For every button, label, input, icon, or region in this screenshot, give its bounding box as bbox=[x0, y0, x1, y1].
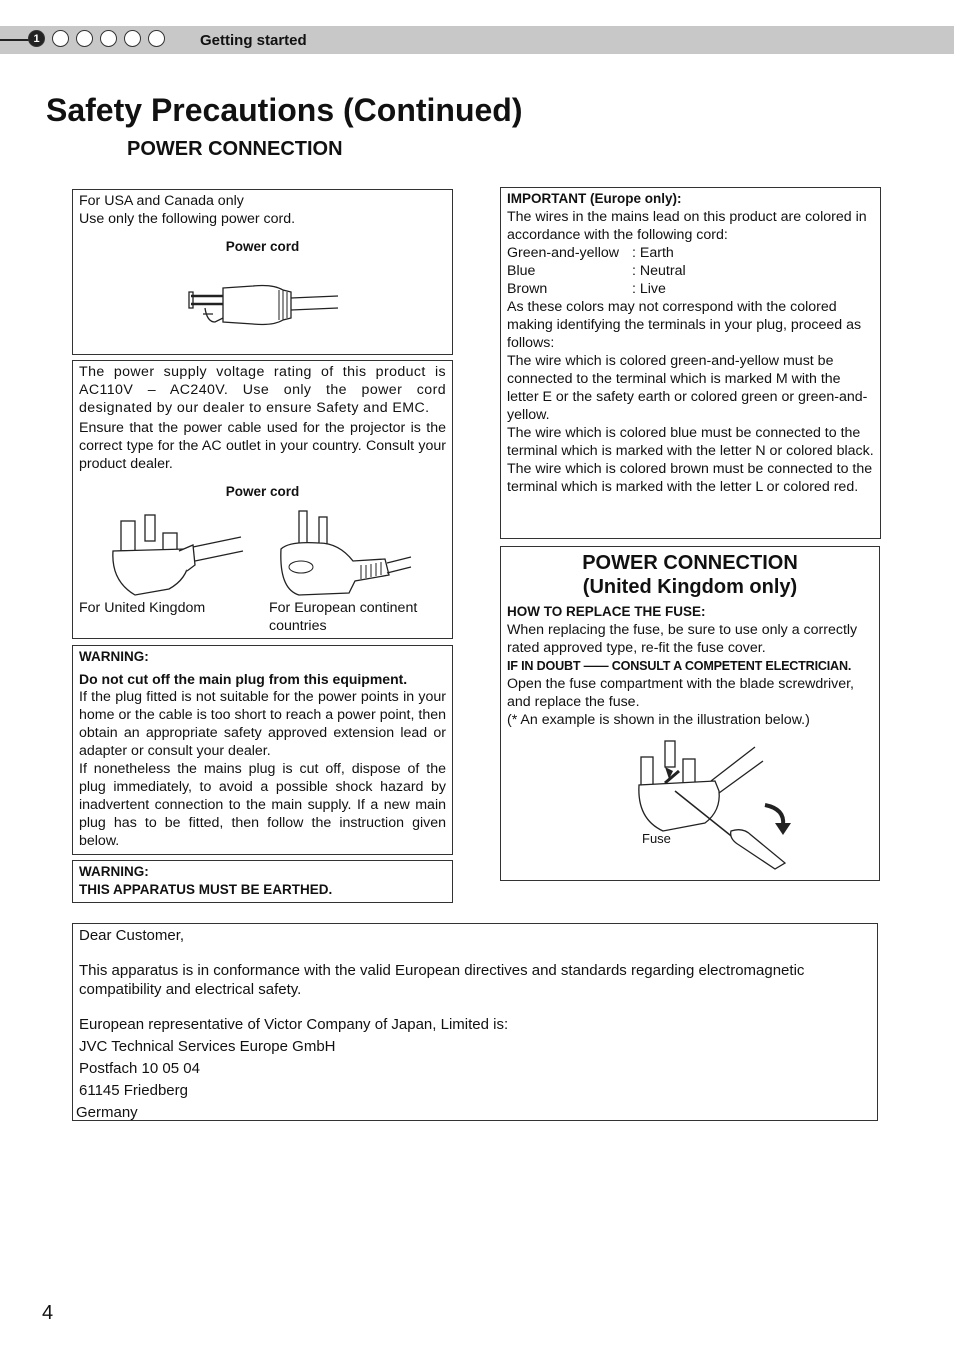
earth-title: WARNING: bbox=[79, 864, 149, 879]
warning-box bbox=[72, 645, 453, 855]
uk-para3: (* An example is shown in the illustration below.) bbox=[507, 712, 810, 728]
customer-para1: This apparatus is in conformance with the valid European directives and standards regarding electromagnetic compatibility and electrical safety. bbox=[79, 962, 805, 998]
section-subtitle: POWER CONNECTION bbox=[127, 138, 343, 160]
chapter-bar bbox=[0, 26, 954, 54]
uk-para2: Open the fuse compartment with the blade screwdriver, and replace the fuse. bbox=[507, 676, 854, 710]
customer-line1: European representative of Victor Company of Japan, Limited is: bbox=[79, 1016, 509, 1033]
wire-row-neutral: Blue : Neutral bbox=[507, 263, 686, 279]
uk-para1: When replacing the fuse, be sure to use only a correctly rated approved type, re-fit the fuse cover. bbox=[507, 622, 858, 656]
europe-para4: The wire which is colored brown must be connected to the terminal which is marked with the letter L or colored red. bbox=[507, 461, 873, 495]
fuse-replace-illustration bbox=[635, 735, 805, 870]
wire-row-live: Brown : Live bbox=[507, 281, 666, 297]
uk-plug-label: For United Kingdom bbox=[79, 600, 206, 616]
page-number: 4 bbox=[42, 1302, 54, 1324]
usa-line2: Use only the following power cord. bbox=[79, 211, 296, 227]
uk-plug-icon bbox=[109, 511, 249, 601]
section-label: Getting started bbox=[200, 32, 307, 49]
usa-caption: Power cord bbox=[225, 239, 300, 254]
bar-line bbox=[0, 39, 30, 41]
step-dot bbox=[100, 30, 117, 47]
eu-plug-label: For European continent countries bbox=[269, 600, 418, 634]
europe-wiring-box bbox=[500, 187, 881, 539]
uk-heading: HOW TO REPLACE THE FUSE: bbox=[507, 604, 706, 619]
supply-caption: Power cord bbox=[225, 484, 300, 499]
europe-para3: The wire which is colored blue must be connected to the terminal which is marked with the letter N or colored black. bbox=[507, 425, 874, 459]
step-dot bbox=[52, 30, 69, 47]
customer-line4: 61145 Friedberg bbox=[79, 1082, 188, 1099]
europe-para2: The wire which is colored green-and-yellow must be connected to the terminal which is marked M with the letter E or the safety earth or colored green or green-and-yellow. bbox=[507, 353, 868, 423]
warning-para1: If the plug fitted is not suitable for the power points in your home or the cable is too short to reach a power point, then obtain an appropriate safety approved extension lead or adapter or consult your dealer. bbox=[79, 689, 446, 759]
customer-line5: Germany bbox=[76, 1104, 138, 1121]
fuse-label: Fuse bbox=[642, 831, 671, 846]
supply-para2: Ensure that the power cable used for the projector is the correct type for the AC outlet in your country. Consult your product dealer. bbox=[79, 420, 446, 472]
customer-line3: Postfach 10 05 04 bbox=[79, 1060, 200, 1077]
warning-para2: If nonetheless the mains plug is cut off, dispose of the plug immediately, to avoid a possible shock hazard by inadvertent connection to the main supply. If a new main plug has to be fitted, then follow the instruction given below. bbox=[79, 761, 446, 849]
usa-canada-box bbox=[72, 189, 453, 355]
uk-title: POWER CONNECTION (United Kingdom only) bbox=[582, 552, 798, 598]
earth-warning-box bbox=[72, 860, 453, 903]
uk-doubt: IF IN DOUBT —— CONSULT A COMPETENT ELECTRICIAN. bbox=[507, 659, 852, 673]
europe-para1: As these colors may not correspond with the colored making identifying the terminals in your plug, proceed as follows: bbox=[507, 299, 862, 351]
chapter-steps bbox=[28, 30, 165, 47]
warning-bold-line: Do not cut off the main plug from this equipment. bbox=[79, 671, 408, 687]
warning-title: WARNING: bbox=[79, 649, 149, 664]
europe-intro: The wires in the mains lead on this product are colored in accordance with the following cord: bbox=[507, 209, 867, 243]
customer-notice-box bbox=[72, 923, 878, 1121]
wire-row-earth: Green-and-yellow : Earth bbox=[507, 245, 674, 261]
customer-greeting: Dear Customer, bbox=[79, 927, 185, 944]
earth-text: THIS APPARATUS MUST BE EARTHED. bbox=[79, 882, 333, 897]
customer-line2: JVC Technical Services Europe GmbH bbox=[79, 1038, 336, 1055]
us-plug-icon bbox=[183, 278, 343, 334]
supply-voltage-box bbox=[72, 360, 453, 639]
step-dot bbox=[76, 30, 93, 47]
step-dot bbox=[124, 30, 141, 47]
europe-title: IMPORTANT (Europe only): bbox=[507, 191, 682, 206]
usa-line1: For USA and Canada only bbox=[79, 193, 244, 209]
step-dot-active: 1 bbox=[28, 30, 45, 47]
supply-para1: The power supply voltage rating of this product is AC110V – AC240V. Use only the power cord designated by our dealer to ensure Safety and EMC. bbox=[79, 364, 446, 416]
eu-plug-icon bbox=[269, 509, 419, 599]
page-title: Safety Precautions (Continued) bbox=[46, 92, 523, 128]
uk-power-box bbox=[500, 546, 880, 881]
step-dot bbox=[148, 30, 165, 47]
